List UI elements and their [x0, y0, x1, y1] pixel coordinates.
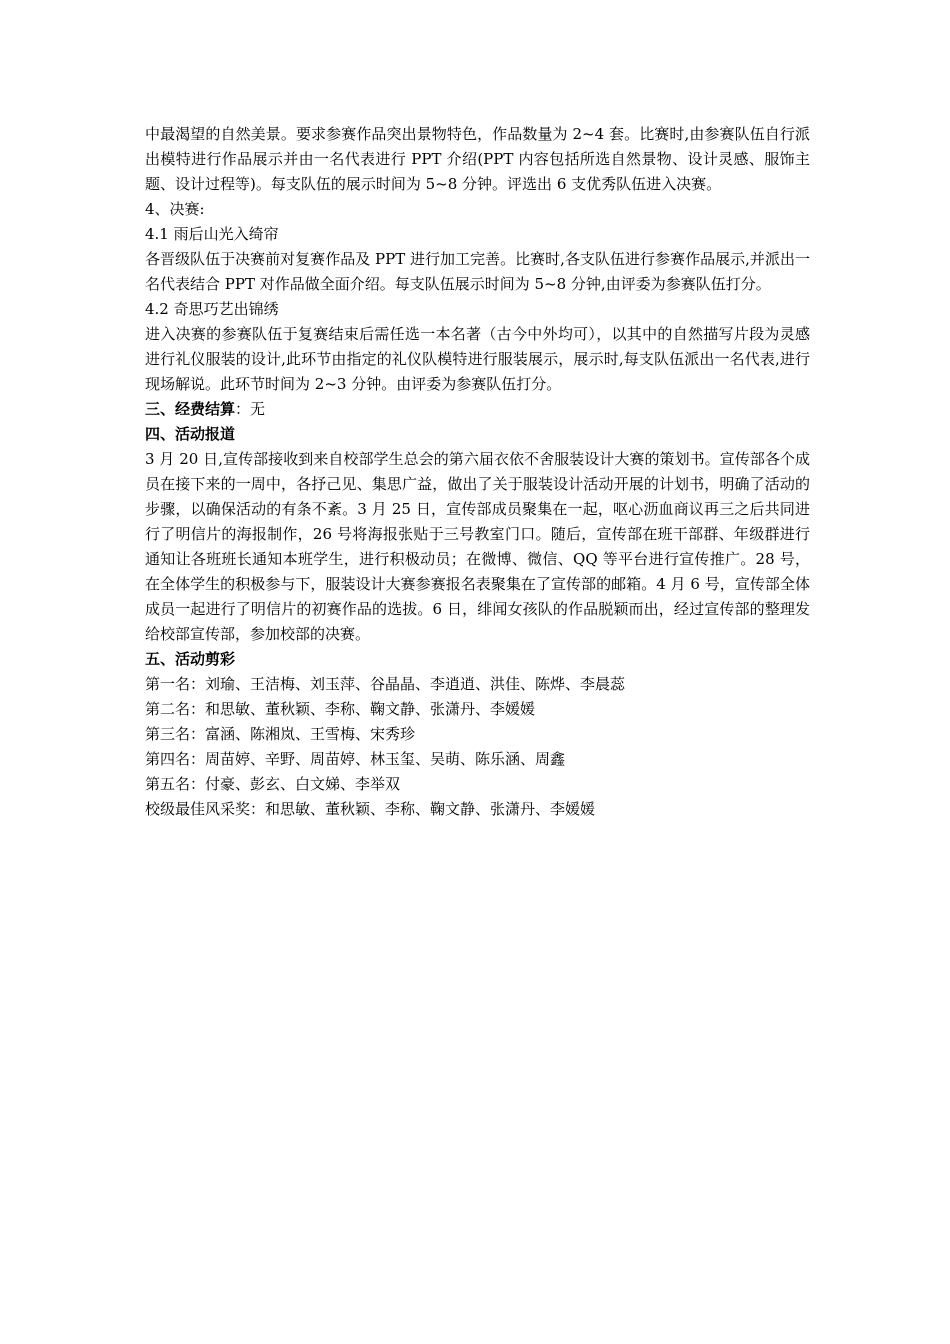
budget-value: ：无	[235, 400, 266, 418]
section-4-2-text: 进入决赛的参赛队伍于复赛结束后需任选一本名著（古今中外均可），以其中的自然描写片段为灵感进行礼仪服装的设计,此环节由指定的礼仪队模特进行服装展示，展示时,每支队伍派出一名代表,进行现场解说。此环节时间为 2~3 分钟。由评委为参赛队伍打分。	[145, 325, 810, 393]
final-heading: 4、决赛:	[145, 200, 205, 218]
section-4-1-title: 4.1 雨后山光入绮帘	[145, 225, 279, 243]
section-4-2-title: 4.2 奇思巧艺出锦绣	[145, 300, 279, 318]
document-page	[145, 122, 810, 822]
report-heading: 四、活动报道	[145, 425, 236, 443]
section-4-1-text: 各晋级队伍于决赛前对复赛作品及 PPT 进行加工完善。比赛时,各支队伍进行参赛作品展示,并派出一名代表结合 PPT 对作品做全面介绍。每支队伍展示时间为 5~8 分钟,由评委为参赛队伍打分。	[145, 250, 810, 293]
report-paragraph: 3 月 20 日,宣传部接收到来自校部学生总会的第六届衣依不舍服装设计大赛的策划书。宣传部各个成员在接下来的一周中，各抒己见、集思广益，做出了关于服装设计活动开展的计划书，明确了活动的步骤，以确保活动的有条不紊。3 月 25 日，宣传部成员聚集在一起，呕心沥血商议再三之后共同进行了明信片的海报制作，26 号将海报张贴于三号教室门口。随后，宣传部在班干部群、年级群进行通知让各班班长通知本班学生，进行积极动员；在微博、微信、QQ 等平台进行宣传推广。28 号，在全体学生的积极参与下，服装设计大赛参赛报名表聚集在了宣传部的邮箱。4 月 6 号，宣传部全体成员一起进行了明信片的初赛作品的选拔。6 日，绯闻女孩队的作品脱颖而出，经过宣传部的整理发给校部宣传部，参加校部的决赛。	[145, 450, 810, 643]
award-line-best-style: 校级最佳风采奖：和思敏、董秋颖、李称、鞠文静、张潇丹、李媛媛	[145, 800, 596, 818]
award-line-fourth: 第四名：周苗婷、辛野、周苗婷、林玉玺、吴萌、陈乐涵、周鑫	[145, 750, 566, 768]
award-line-second: 第二名：和思敏、董秋颖、李称、鞠文静、张潇丹、李媛媛	[145, 700, 536, 718]
award-line-third: 第三名：富涵、陈湘岚、王雪梅、宋秀珍	[145, 725, 416, 743]
highlights-heading: 五、活动剪彩	[145, 650, 236, 668]
budget-heading: 三、经费结算	[145, 400, 236, 418]
award-line-fifth: 第五名：付豪、彭玄、白文娣、李举双	[145, 775, 401, 793]
award-line-first: 第一名：刘瑜、王洁梅、刘玉萍、谷晶晶、李逍逍、洪佳、陈烨、李晨蕊	[145, 675, 626, 693]
budget-line	[145, 397, 810, 422]
intro-paragraph: 中最渴望的自然美景。要求参赛作品突出景物特色，作品数量为 2~4 套。比赛时,由参赛队伍自行派出模特进行作品展示并由一名代表进行 PPT 介绍(PPT 内容包括所选自然景物、设计灵感、服饰主题、设计过程等)。每支队伍的展示时间为 5~8 分钟。评选出 6 支优秀队伍进入决赛。	[145, 125, 810, 193]
